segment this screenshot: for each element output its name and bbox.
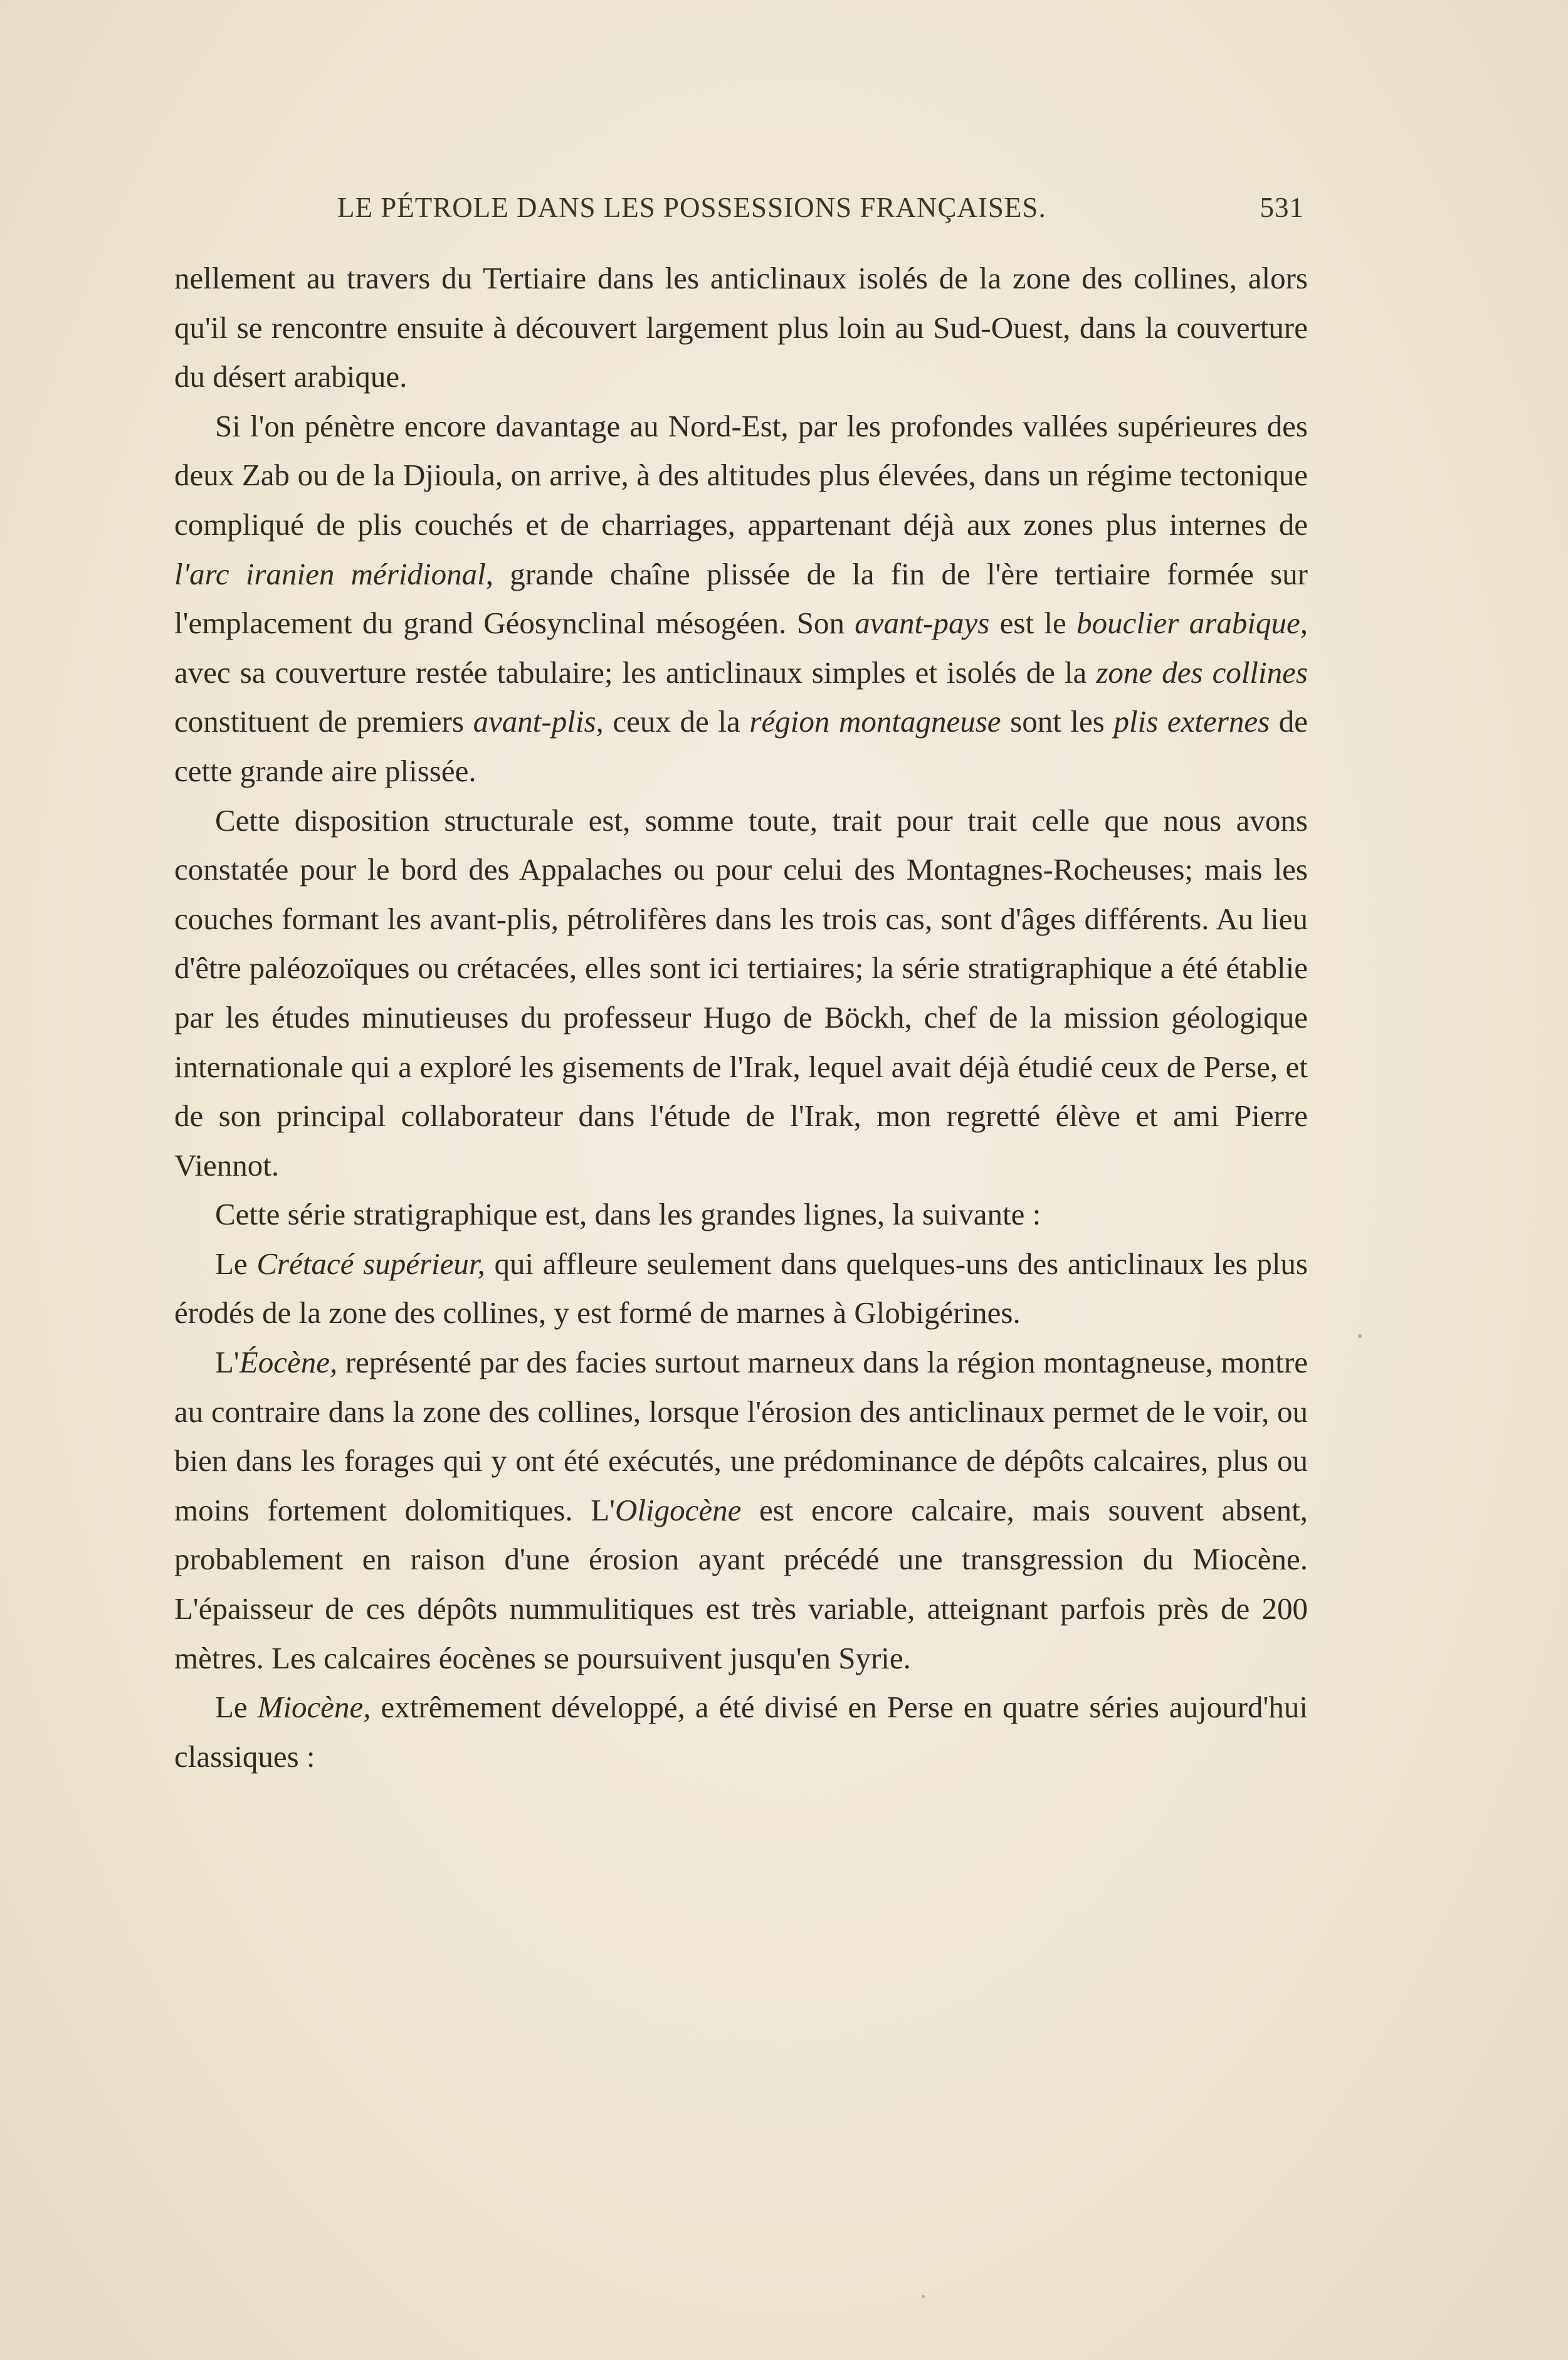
running-head (169, 191, 1304, 235)
paragraph (174, 796, 1308, 1191)
text-run: Le (215, 1690, 258, 1725)
paper-speck (1358, 1334, 1362, 1338)
text-run: nellement au travers du Tertiaire dans les anticlinaux isolés de la zone des collines, alors qu'il se rencontre ensuite à découvert largement plus loin au Sud-Ouest, dans la couverture du désert arabique. (174, 261, 1308, 394)
italic-text: l'arc iranien méridional (174, 556, 486, 591)
text-run: L' (215, 1345, 239, 1380)
italic-text: avant-pays (855, 606, 990, 641)
text-run: représenté par des facies surtout marneux dans la région montagneuse, montre au contraire dans la zone des collines, lorsque l'érosion des anticlinaux permet de le voir, ou bien dans les forages qui y ont été exécutés, une prédominance de dépôts calcaires, plus ou moins fortement dolomitiques. L' (174, 1345, 1308, 1527)
text-run: ceux de la (603, 704, 750, 739)
text-run: extrêmement développé, a été divisé en Perse en quatre séries aujourd'hui classiques : (174, 1690, 1308, 1774)
italic-text: plis externes (1113, 704, 1270, 739)
italic-text: région montagneuse (749, 704, 1001, 739)
italic-text: bouclier arabique, (1076, 606, 1308, 641)
italic-text: Miocène, (257, 1690, 371, 1725)
text-run: , grande chaîne plissée de la fin de l'ère tertiaire formée sur l'emplacement du grand Géosynclinal mésogéen. Son (174, 556, 1308, 641)
text-run: de cette grande aire plissée. (174, 704, 1308, 788)
paper-speck (922, 2295, 925, 2298)
text-run: sont les (1001, 704, 1114, 739)
page-number: 531 (1260, 192, 1304, 223)
text-run: Si l'on pénètre encore davantage au Nord-Est, par les profondes vallées supérieures des deux Zab ou de la Djioula, on arrive, à des altitudes plus élevées, dans un régime tectonique compliqué de plis couchés et de charriages, appartenant déjà aux zones plus internes de (174, 408, 1308, 542)
text-run: constituent de premiers (174, 704, 473, 739)
text-run: est le (989, 606, 1077, 641)
italic-text: avant-plis, (473, 704, 604, 739)
text-run: Cette disposition structurale est, somme toute, trait pour trait celle que nous avons constatée pour le bord des Appalaches ou pour celui des Montagnes-Rocheuses; mais les couches formant les avant-plis, pétrolifères dans les trois cas, sont d'âges différents. Au lieu d'être paléozoïques ou crétacées, elles sont ici tertiaires; la série stratigraphique a été établie par les études minutieuses du professeur Hugo de Böckh, chef de la mission géologique internationale qui a exploré les gisements de l'Irak, lequel avait déjà étudié ceux de Perse, et de son principal collaborateur dans l'étude de l'Irak, mon regretté élève et ami Pierre Viennot. (174, 803, 1308, 1183)
italic-text: Crétacé supérieur, (256, 1246, 485, 1281)
text-run: est encore calcaire, mais souvent absent, probablement en raison d'une érosion ayant précédé une transgression du Miocène. L'épaisseur de ces dépôts nummulitiques est très variable, atteignant parfois près de 200 mètres. Les calcaires éocènes se poursuivent jusqu'en Syrie. (174, 1492, 1308, 1675)
text-run: Le (215, 1246, 257, 1281)
paragraph (174, 1683, 1308, 1781)
text-run: avec sa couverture restée tabulaire; les anticlinaux simples et isolés de la (174, 655, 1097, 690)
paragraph (174, 402, 1308, 796)
paragraph (174, 1190, 1308, 1240)
paragraph (174, 1240, 1308, 1338)
italic-text: Oligocène (615, 1492, 742, 1527)
italic-text: zone des collines (1096, 655, 1308, 690)
paragraph (174, 254, 1308, 402)
italic-text: Éocène, (239, 1345, 338, 1380)
text-run: Cette série stratigraphique est, dans les grandes lignes, la suivante : (215, 1197, 1041, 1232)
text-run: qui affleure seulement dans quelques-uns des anticlinaux les plus érodés de la zone des collines, y est formé de marnes à Globigérines. (174, 1246, 1308, 1330)
body-text (174, 254, 1308, 1781)
paragraph (174, 1338, 1308, 1683)
running-head-title: LE PÉTROLE DANS LES POSSESSIONS FRANÇAISES. (337, 192, 1046, 223)
